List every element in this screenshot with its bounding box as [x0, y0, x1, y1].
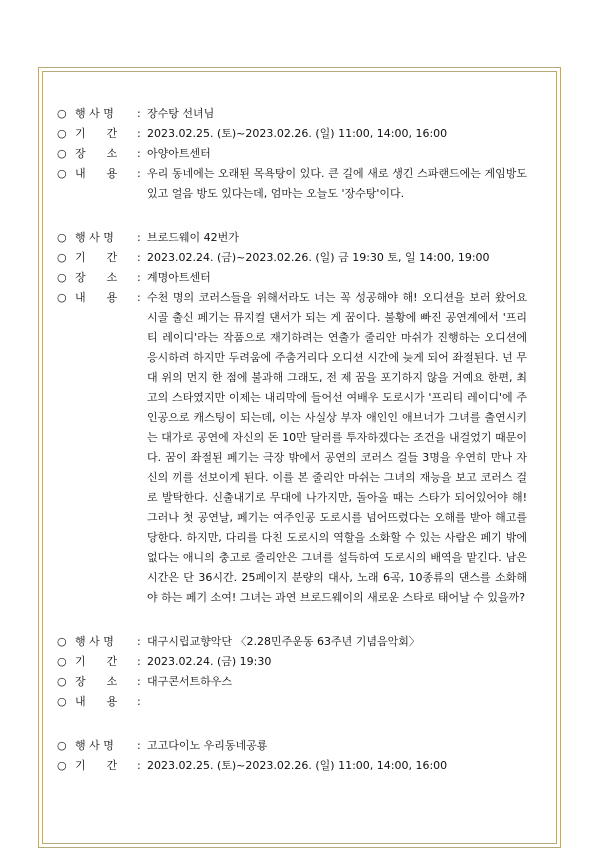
- name-label: 행 사 명: [75, 739, 114, 752]
- event-period: 2023.02.24. (금)~2023.02.26. (일) 금 19:30 토, 일 14:00, 19:00: [147, 251, 490, 264]
- place-label: 장 소: [75, 147, 118, 160]
- separator: :: [137, 127, 141, 140]
- event-period: 2023.02.25. (토)~2023.02.26. (일) 11:00, 14:00, 16:00: [147, 127, 448, 140]
- separator: :: [137, 675, 141, 688]
- name-label: 행 사 명: [75, 635, 114, 648]
- separator: :: [137, 271, 141, 284]
- bullet-icon: ○: [57, 107, 67, 120]
- event-name-row: [57, 736, 527, 756]
- bullet-icon: ○: [57, 127, 67, 140]
- event-name-row: [57, 228, 527, 248]
- content-label: 내 용: [75, 695, 118, 708]
- separator: :: [137, 147, 141, 160]
- event-period-row: [57, 652, 527, 672]
- bullet-icon: ○: [57, 635, 67, 648]
- bullet-icon: ○: [57, 147, 67, 160]
- event-period-row: [57, 248, 527, 268]
- separator: :: [137, 759, 141, 772]
- bullet-icon: ○: [57, 167, 67, 180]
- event-place: 아양아트센터: [147, 147, 211, 160]
- event-name: 브로드웨이 42번가: [147, 231, 239, 244]
- bullet-icon: ○: [57, 271, 67, 284]
- separator: :: [137, 251, 141, 264]
- event-place-row: [57, 144, 527, 164]
- event-item: [57, 228, 527, 608]
- event-place-row: [57, 268, 527, 288]
- content-label: 내 용: [75, 167, 118, 180]
- period-label: 기 간: [75, 655, 118, 668]
- event-content-row: [57, 692, 527, 712]
- separator: :: [137, 231, 141, 244]
- bullet-icon: ○: [57, 695, 67, 708]
- content-label: 내 용: [75, 291, 118, 304]
- event-name: 대구시립교향악단 〈2.28민주운동 63주년 기념음악회〉: [147, 635, 420, 648]
- separator: :: [137, 107, 141, 120]
- event-period: 2023.02.25. (토)~2023.02.26. (일) 11:00, 14:00, 16:00: [147, 759, 448, 772]
- separator: :: [137, 635, 141, 648]
- bullet-icon: ○: [57, 675, 67, 688]
- event-item: [57, 104, 527, 204]
- separator: :: [137, 695, 141, 708]
- event-content-row: [57, 288, 527, 608]
- event-list: [57, 104, 527, 800]
- bullet-icon: ○: [57, 291, 67, 304]
- event-content: 우리 동네에는 오래된 목욕탕이 있다. 큰 길에 새로 생긴 스파랜드에는 게임방도 있고 얼음 방도 있다는데, 엄마는 오늘도 '장수탕'이다.: [147, 167, 527, 200]
- event-item: [57, 632, 527, 712]
- separator: :: [137, 167, 141, 180]
- separator: :: [137, 655, 141, 668]
- period-label: 기 간: [75, 251, 118, 264]
- event-content: 수천 명의 코러스들을 위해서라도 너는 꼭 성공해야 해! 오디션을 보러 왔어요 시골 출신 페기는 뮤지컬 댄서가 되는 게 꿈이다. 불황에 빠진 공연계에서 '프리티 레이디'라는 작품으로 재기하려는 연출가 줄리안 마쉬가 진행하는 오디션에 응시하려 하지만 두려움에 주춤거리다 오디션 시간에 늦게 되어 좌절된다. 넌 무대 위의 먼지 한 점에 불과해 그래도, 전 제 꿈을 포기하지 않을 거예요 한편, 최고의 스타였지만 이제는 내리막에 들어선 여배우 도로시가 '프리티 레이디'에 주인공으로 캐스팅이 되는데, 이는 사실상 부자 애인인 애브너가 그녀를 출연시키는 대가로 공연에 자신의 돈 10만 달러를 투자하겠다는 조건을 내걸었기 때문이다. 꿈이 좌절된 페기는 극장 밖에서 공연의 코러스 걸들 3명을 우연히 만나 자신의 끼를 선보이게 된다. 이를 본 줄리안 마쉬는 그녀의 재능을 보고 코러스 걸로 발탁한다. 신출내기로 무대에 나가지만, 돌아올 때는 스타가 되어있어야 해! 그러나 첫 공연날, 페기는 여주인공 도로시를 넘어뜨렸다는 오해를 받아 해고를 당한다. 하지만, 다리를 다친 도로시의 역할을 소화할 수 있는 사람은 페기 밖에 없다는 애니의 충고로 줄리안은 그녀를 설득하여 도로시의 배역을 맡긴다. 남은 시간은 단 36시간. 25페이지 분량의 대사, 노래 6곡, 10종류의 댄스를 소화해야 하는 페기 소여! 그녀는 과연 브로드웨이의 새로운 스타로 태어날 수 있을까?: [147, 291, 527, 604]
- event-content-row: [57, 164, 527, 204]
- event-name: 장수탕 선녀님: [147, 107, 215, 120]
- bullet-icon: ○: [57, 655, 67, 668]
- name-label: 행 사 명: [75, 107, 114, 120]
- bullet-icon: ○: [57, 759, 67, 772]
- event-place: 대구콘서트하우스: [147, 675, 233, 688]
- bullet-icon: ○: [57, 251, 67, 264]
- bullet-icon: ○: [57, 739, 67, 752]
- event-period-row: [57, 124, 527, 144]
- period-label: 기 간: [75, 127, 118, 140]
- place-label: 장 소: [75, 271, 118, 284]
- event-place-row: [57, 672, 527, 692]
- separator: :: [137, 739, 141, 752]
- place-label: 장 소: [75, 675, 118, 688]
- period-label: 기 간: [75, 759, 118, 772]
- event-name-row: [57, 632, 527, 652]
- event-name: 고고다이노 우리동네공룡: [147, 739, 268, 752]
- event-item: [57, 736, 527, 776]
- name-label: 행 사 명: [75, 231, 114, 244]
- event-name-row: [57, 104, 527, 124]
- event-period: 2023.02.24. (금) 19:30: [147, 655, 272, 668]
- event-content: [147, 692, 527, 712]
- separator: :: [137, 291, 141, 304]
- event-period-row: [57, 756, 527, 776]
- bullet-icon: ○: [57, 231, 67, 244]
- event-place: 계명아트센터: [147, 271, 211, 284]
